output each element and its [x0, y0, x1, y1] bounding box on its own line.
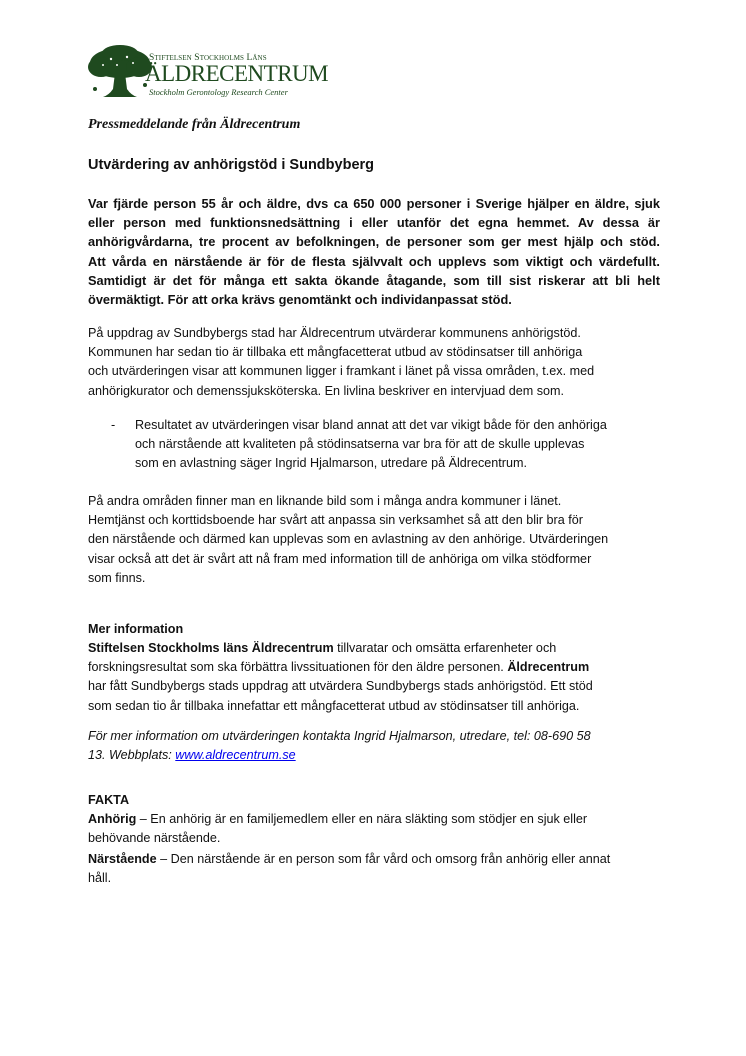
fakta-term: Anhörig [88, 812, 137, 826]
contact-line: För mer information om utvärderingen kontakta Ingrid Hjalmarson, utredare, tel: 08-690 58 [88, 729, 591, 743]
fakta-line: behövande närstående. [88, 831, 221, 846]
paragraph-line: På uppdrag av Sundbybergs stad har Äldrecentrum utvärderar kommunens anhörigstöd. [88, 326, 581, 340]
website-link[interactable]: www.aldrecentrum.se [175, 748, 296, 763]
lead-line: eller person med funktionsnedsättning i eller utanför det egna hemmet. Av dessa är [88, 215, 660, 231]
paragraph-line: och utvärderingen visar att kommunen ligger i framkant i länet på vissa områden, t.ex. med [88, 364, 595, 379]
fakta-item-anhorig [88, 810, 660, 848]
paragraph-line: anhörigkurator och demenssjuksköterska. En livlina beskriver en intervjuad dem som. [88, 383, 564, 398]
press-release-label: Pressmeddelande från Äldrecentrum [88, 117, 301, 132]
website-label: 13. Webbplats: [88, 748, 176, 763]
quote-line: och närstående att kvaliteten på stödinsatserna var bra för att de skulle upplevas [135, 437, 585, 452]
quote-line: som en avlastning säger Ingrid Hjalmarson, utredare på Äldrecentrum. [135, 456, 527, 471]
fakta-separator: – [156, 852, 171, 866]
contact-line [88, 746, 660, 765]
logo-wordmark: ÄLDRECENTRUM [145, 61, 329, 86]
fakta-definition: Den närstående är en person som får vård och omsorg från anhörig eller annat [170, 852, 611, 866]
fakta-line [88, 810, 660, 829]
paragraph-line: som sedan tio år tillbaka innefattar ett mångfacetterat utbud av stödinsatser till anhöriga. [88, 698, 580, 713]
lead-line: Samtidigt är det för många ett sakta ökande åtagande, som till sist riskerar att bli helt [88, 272, 660, 288]
paragraph-line: visar också att det är svårt att nå fram med information till de anhöriga om vilka stödformer [88, 551, 592, 566]
more-info-paragraph [88, 639, 660, 716]
dash-bullet: - [111, 418, 116, 432]
text-run: forskningsresultat som ska förbättra livssituationen för den äldre personen. [88, 660, 508, 675]
paragraph-line: har fått Sundbybergs stads uppdrag att utvärdera Sundbybergs stads anhörigstöd. Ett stöd [88, 679, 593, 694]
fakta-term: Närstående [88, 852, 157, 866]
text-run: tillvaratar och omsätta erfarenheter och [333, 641, 557, 655]
org-name: Stiftelsen Stockholms läns Äldrecentrum [88, 641, 334, 655]
body-paragraph-2 [88, 492, 660, 588]
fakta-item-narstaende [88, 850, 660, 888]
page-title: Utvärdering av anhörigstöd i Sundbyberg [88, 157, 375, 173]
fakta-definition: En anhörig är en familjemedlem eller en nära släkting som stödjer en sjuk eller [150, 812, 588, 826]
logo-top-line: Stiftelsen Stockholms Läns [149, 53, 267, 63]
fakta-line: håll. [88, 871, 112, 886]
paragraph-line [88, 658, 660, 677]
lead-line: Var fjärde person 55 år och äldre, dvs ca 650 000 personer i Sverige hjälper en äldre, sjuk [88, 196, 660, 211]
paragraph-line [88, 639, 660, 658]
aldrecentrum-logo [87, 45, 329, 103]
fakta-separator: – [136, 812, 151, 826]
fakta-line [88, 850, 660, 869]
body-paragraph-1 [88, 324, 660, 401]
lead-line: anhörigvårdarna, tre procent av befolkningen, de personer som ger mest hjälp och stöd. [88, 234, 660, 250]
quote-text [135, 416, 675, 474]
lead-line: Att vårda en närstående är för de flesta självvalt och upplevs som viktigt och värdefullt. [88, 253, 660, 269]
lead-line: övermäktigt. För att orka krävs genomtänkt och individanpassat stöd. [88, 292, 512, 308]
contact-info [88, 727, 660, 765]
paragraph-line: Kommunen har sedan tio är tillbaka ett mångfacetterat utbud av stödinsatser till anhöriga [88, 345, 583, 360]
lead-paragraph [88, 194, 660, 309]
org-short-name: Äldrecentrum [507, 660, 590, 675]
more-info-heading: Mer information [88, 622, 184, 636]
fakta-heading: FAKTA [88, 793, 130, 807]
paragraph-line: Hemtjänst och korttidsboende har svårt att anpassa sin verksamhet så att den blir bra för [88, 513, 583, 528]
paragraph-line: På andra områden finner man en liknande bild som i många andra kommuner i länet. [88, 494, 562, 508]
quote-line: Resultatet av utvärderingen visar bland annat att det var vikigt både för den anhöriga [135, 418, 607, 432]
oak-tree-icon [87, 45, 153, 101]
logo-subtitle: Stockholm Gerontology Research Center [149, 87, 288, 97]
paragraph-line: den närstående och därmed kan upplevas som en avlastning av den anhörige. Utvärderingen [88, 532, 609, 547]
paragraph-line: som finns. [88, 570, 146, 585]
